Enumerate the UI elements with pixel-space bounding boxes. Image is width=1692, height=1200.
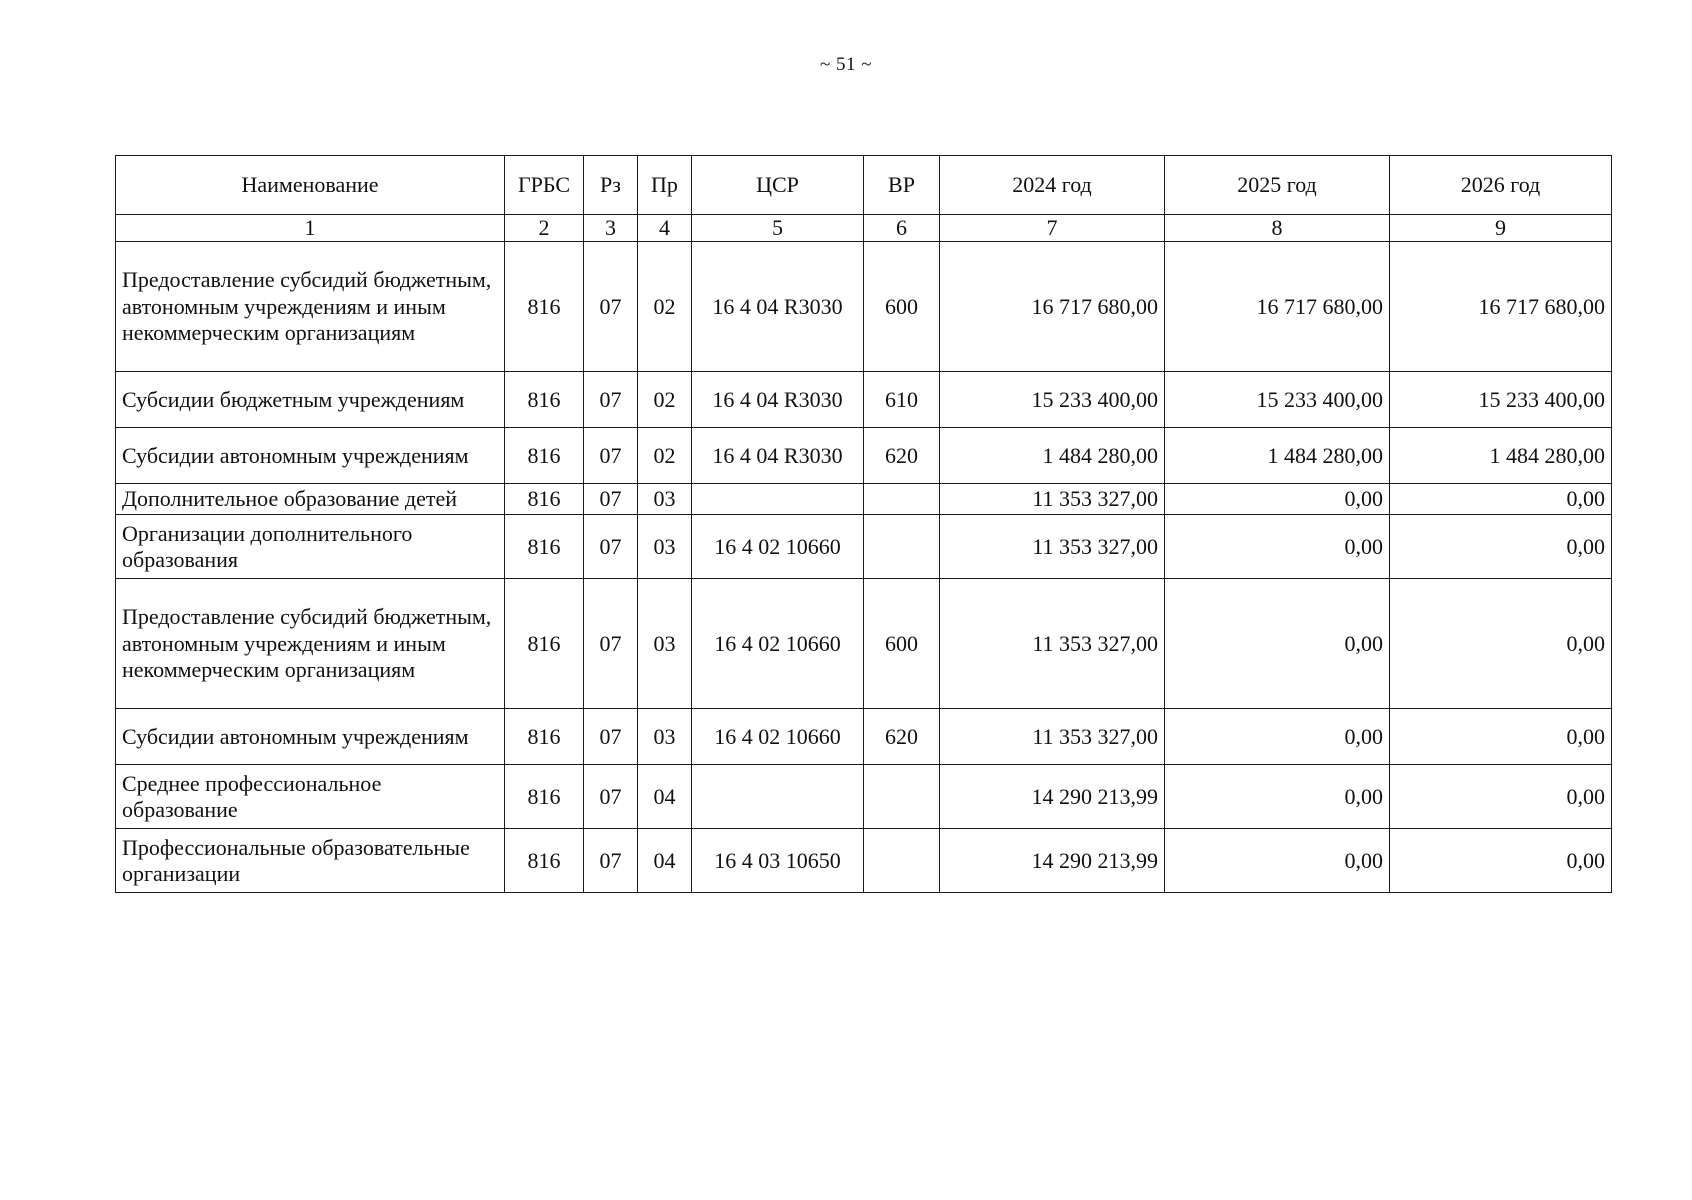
table-row bbox=[116, 515, 1612, 579]
row-rz: 07 bbox=[584, 765, 638, 829]
row-csr bbox=[692, 484, 864, 515]
row-pr: 03 bbox=[638, 484, 692, 515]
row-grbs: 816 bbox=[505, 515, 584, 579]
row-amount-2026: 0,00 bbox=[1390, 709, 1612, 765]
column-number: 1 bbox=[116, 215, 505, 242]
column-number: 4 bbox=[638, 215, 692, 242]
header-2026: 2026 год bbox=[1390, 156, 1612, 215]
row-amount-2024: 11 353 327,00 bbox=[940, 484, 1165, 515]
row-amount-2025: 16 717 680,00 bbox=[1165, 242, 1390, 372]
row-vr bbox=[864, 829, 940, 893]
row-csr: 16 4 03 10650 bbox=[692, 829, 864, 893]
row-name: Субсидии бюджетным учреждениям bbox=[116, 372, 505, 428]
row-amount-2025: 0,00 bbox=[1165, 709, 1390, 765]
row-vr: 600 bbox=[864, 242, 940, 372]
column-number: 2 bbox=[505, 215, 584, 242]
row-amount-2026: 0,00 bbox=[1390, 515, 1612, 579]
budget-table bbox=[115, 155, 1612, 893]
row-csr: 16 4 02 10660 bbox=[692, 579, 864, 709]
row-pr: 02 bbox=[638, 372, 692, 428]
table-row bbox=[116, 579, 1612, 709]
row-grbs: 816 bbox=[505, 765, 584, 829]
row-rz: 07 bbox=[584, 484, 638, 515]
row-name: Субсидии автономным учреждениям bbox=[116, 428, 505, 484]
row-rz: 07 bbox=[584, 515, 638, 579]
row-grbs: 816 bbox=[505, 372, 584, 428]
row-amount-2025: 0,00 bbox=[1165, 515, 1390, 579]
row-name: Предоставление субсидий бюджетным, автономным учреждениям и иным некоммерческим организациям bbox=[116, 242, 505, 372]
row-amount-2025: 0,00 bbox=[1165, 765, 1390, 829]
row-rz: 07 bbox=[584, 428, 638, 484]
row-csr: 16 4 04 R3030 bbox=[692, 242, 864, 372]
row-amount-2026: 0,00 bbox=[1390, 765, 1612, 829]
table-row bbox=[116, 765, 1612, 829]
column-number: 9 bbox=[1390, 215, 1612, 242]
row-name: Субсидии автономным учреждениям bbox=[116, 709, 505, 765]
row-vr bbox=[864, 484, 940, 515]
row-grbs: 816 bbox=[505, 709, 584, 765]
row-amount-2026: 0,00 bbox=[1390, 829, 1612, 893]
column-number: 7 bbox=[940, 215, 1165, 242]
row-vr: 620 bbox=[864, 709, 940, 765]
row-amount-2024: 1 484 280,00 bbox=[940, 428, 1165, 484]
table-row bbox=[116, 709, 1612, 765]
row-amount-2026: 15 233 400,00 bbox=[1390, 372, 1612, 428]
header-2024: 2024 год bbox=[940, 156, 1165, 215]
column-number: 6 bbox=[864, 215, 940, 242]
row-vr: 620 bbox=[864, 428, 940, 484]
page-number: ~ 51 ~ bbox=[819, 54, 873, 75]
header-2025: 2025 год bbox=[1165, 156, 1390, 215]
row-csr: 16 4 02 10660 bbox=[692, 709, 864, 765]
row-amount-2025: 1 484 280,00 bbox=[1165, 428, 1390, 484]
row-grbs: 816 bbox=[505, 484, 584, 515]
row-pr: 03 bbox=[638, 515, 692, 579]
row-name: Профессиональные образовательные организации bbox=[116, 829, 505, 893]
column-number: 8 bbox=[1165, 215, 1390, 242]
row-csr: 16 4 04 R3030 bbox=[692, 428, 864, 484]
row-pr: 02 bbox=[638, 242, 692, 372]
column-number-row bbox=[116, 215, 1612, 242]
row-pr: 03 bbox=[638, 709, 692, 765]
row-grbs: 816 bbox=[505, 428, 584, 484]
table-row bbox=[116, 829, 1612, 893]
row-rz: 07 bbox=[584, 242, 638, 372]
row-amount-2026: 0,00 bbox=[1390, 579, 1612, 709]
header-row bbox=[116, 156, 1612, 215]
table-row bbox=[116, 428, 1612, 484]
row-amount-2025: 0,00 bbox=[1165, 484, 1390, 515]
row-rz: 07 bbox=[584, 709, 638, 765]
row-name: Среднее профессиональное образование bbox=[116, 765, 505, 829]
column-number: 5 bbox=[692, 215, 864, 242]
row-csr: 16 4 02 10660 bbox=[692, 515, 864, 579]
row-grbs: 816 bbox=[505, 829, 584, 893]
row-pr: 04 bbox=[638, 829, 692, 893]
row-rz: 07 bbox=[584, 829, 638, 893]
header-name: Наименование bbox=[116, 156, 505, 215]
row-rz: 07 bbox=[584, 372, 638, 428]
row-name: Организации дополнительного образования bbox=[116, 515, 505, 579]
row-amount-2024: 14 290 213,99 bbox=[940, 829, 1165, 893]
row-amount-2024: 15 233 400,00 bbox=[940, 372, 1165, 428]
header-vr: ВР bbox=[864, 156, 940, 215]
table-row bbox=[116, 484, 1612, 515]
column-number: 3 bbox=[584, 215, 638, 242]
row-csr: 16 4 04 R3030 bbox=[692, 372, 864, 428]
row-vr: 610 bbox=[864, 372, 940, 428]
row-name: Дополнительное образование детей bbox=[116, 484, 505, 515]
row-amount-2024: 11 353 327,00 bbox=[940, 515, 1165, 579]
row-name: Предоставление субсидий бюджетным, автономным учреждениям и иным некоммерческим организациям bbox=[116, 579, 505, 709]
row-amount-2024: 11 353 327,00 bbox=[940, 709, 1165, 765]
table-row bbox=[116, 242, 1612, 372]
row-amount-2024: 14 290 213,99 bbox=[940, 765, 1165, 829]
row-amount-2025: 15 233 400,00 bbox=[1165, 372, 1390, 428]
header-csr: ЦСР bbox=[692, 156, 864, 215]
row-vr: 600 bbox=[864, 579, 940, 709]
header-grbs: ГРБС bbox=[505, 156, 584, 215]
row-amount-2024: 11 353 327,00 bbox=[940, 579, 1165, 709]
row-amount-2024: 16 717 680,00 bbox=[940, 242, 1165, 372]
row-amount-2026: 16 717 680,00 bbox=[1390, 242, 1612, 372]
row-amount-2025: 0,00 bbox=[1165, 829, 1390, 893]
header-pr: Пр bbox=[638, 156, 692, 215]
row-vr bbox=[864, 765, 940, 829]
row-csr bbox=[692, 765, 864, 829]
row-amount-2026: 0,00 bbox=[1390, 484, 1612, 515]
row-pr: 03 bbox=[638, 579, 692, 709]
row-vr bbox=[864, 515, 940, 579]
row-amount-2026: 1 484 280,00 bbox=[1390, 428, 1612, 484]
table-row bbox=[116, 372, 1612, 428]
row-pr: 04 bbox=[638, 765, 692, 829]
row-amount-2025: 0,00 bbox=[1165, 579, 1390, 709]
row-grbs: 816 bbox=[505, 242, 584, 372]
row-pr: 02 bbox=[638, 428, 692, 484]
header-rz: Рз bbox=[584, 156, 638, 215]
row-grbs: 816 bbox=[505, 579, 584, 709]
row-rz: 07 bbox=[584, 579, 638, 709]
